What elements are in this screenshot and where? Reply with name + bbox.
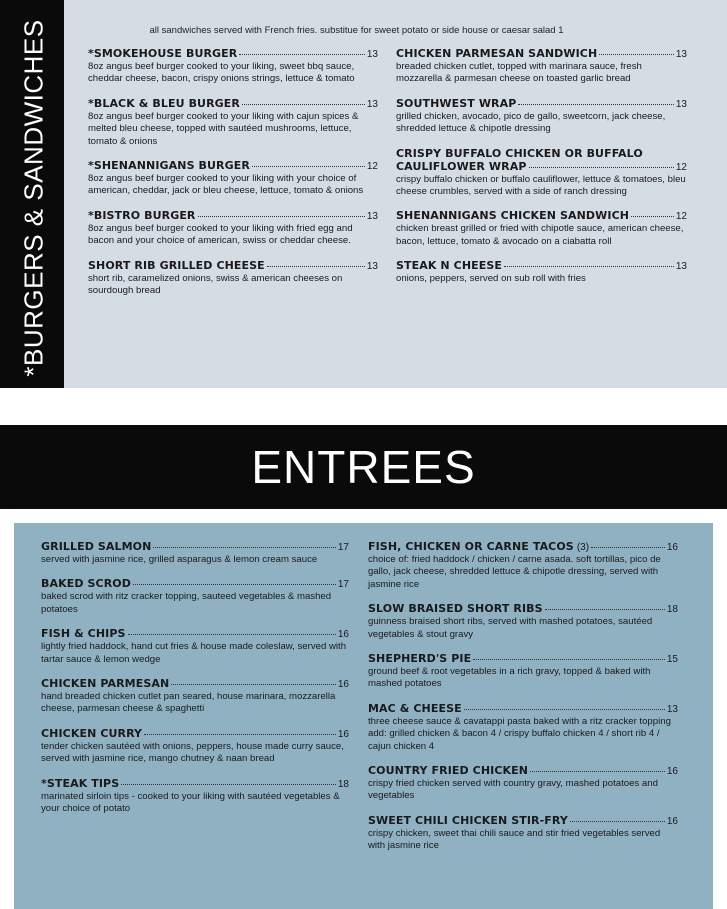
item-name-suffix: (3) [576, 542, 590, 553]
menu-item [368, 540, 678, 591]
sides-note: all sandwiches served with French fries. substitue for sweet potato or side house or caesar salad 1 [149, 25, 564, 36]
menu-item [88, 97, 378, 148]
item-name: CRISPY BUFFALO CHICKEN OR BUFFALO [396, 146, 643, 160]
item-price: 16 [337, 728, 349, 740]
menu-item [368, 652, 678, 691]
item-price: 15 [666, 654, 678, 666]
item-price: 17 [337, 579, 349, 591]
item-description: 8oz angus beef burger cooked to your liking with your choice of american, cheddar, jack or bleu cheese, lettuce, tomato & onions [88, 173, 364, 197]
item-price: 13 [675, 261, 687, 273]
item-name: *SHENANNIGANS BURGER [88, 159, 250, 173]
item-name: *BISTRO BURGER [88, 208, 196, 222]
burgers-left-column [88, 47, 378, 308]
item-price: 16 [666, 542, 678, 553]
item-name-line2: CAULIFLOWER WRAP [396, 159, 527, 173]
entrees-left-column [41, 540, 349, 826]
item-price: 16 [666, 766, 678, 778]
menu-item [88, 209, 378, 248]
menu-item [396, 147, 687, 199]
item-description: guinness braised short ribs, served with mashed potatoes, sautéed vegetables & stout gravy [368, 616, 653, 640]
item-price: 13 [666, 703, 678, 715]
item-name: SLOW BRAISED SHORT RIBS [368, 602, 543, 616]
item-description: onions, peppers, served on sub roll with fries [396, 273, 586, 285]
menu-item [368, 602, 678, 641]
menu-item [41, 627, 349, 666]
item-name: SOUTHWEST WRAP [396, 96, 517, 110]
item-price: 16 [337, 679, 349, 691]
menu-item [368, 702, 678, 753]
item-description: crispy chicken, sweet thai chili sauce and stir fried vegetables served with jasmine rice [368, 827, 661, 852]
item-name: MAC & CHEESE [368, 701, 462, 715]
item-name: SWEET CHILI CHICKEN STIR-FRY [368, 813, 568, 827]
item-price: 13 [366, 49, 378, 60]
item-description: grilled chicken, avocado, pico de gallo, sweetcorn, jack cheese, shredded lettuce & chipotle dressing [396, 110, 666, 135]
item-price: 18 [666, 604, 678, 616]
item-price: 13 [366, 210, 378, 222]
item-price: 12 [366, 161, 378, 173]
item-name: FISH & CHIPS [41, 627, 126, 641]
menu-item [41, 727, 349, 766]
item-description: choice of: fried haddock / chicken / carne asada. soft tortillas, pico de gallo, jack cheese, shredded lettuce & chipotle dressing, served with jasmine rice [368, 554, 661, 590]
item-price: 13 [366, 260, 378, 272]
item-name: CHICKEN CURRY [41, 726, 143, 740]
menu-item [368, 764, 678, 803]
item-description: breaded chicken cutlet, topped with marinara sauce, fresh mozzarella & parmesan cheese on toasted garlic bread [396, 61, 642, 85]
item-name: CHICKEN PARMESAN SANDWICH [396, 47, 598, 60]
item-description: three cheese sauce & cavatappi pasta baked with a ritz cracker topping add: grilled chicken & bacon 4 / crispy buffalo chicken 4 / short rib 4 / cajun chicken 4 [368, 715, 671, 752]
item-description: tender chicken sautéed with onions, peppers, house made curry sauce, served with jasmine rice, mango chutney & naan bread [41, 740, 344, 765]
item-description: marinated sirloin tips - cooked to your liking with sautéed vegetables & your choice of potato [41, 790, 340, 815]
item-name: *SMOKEHOUSE BURGER [88, 47, 238, 60]
menu-item [41, 540, 349, 566]
menu-item [88, 159, 378, 198]
menu-item [41, 577, 349, 616]
item-name: COUNTRY FRIED CHICKEN [368, 764, 529, 778]
item-description: baked scrod with ritz cracker topping, sauteed vegetables & mashed potatoes [41, 591, 332, 615]
item-description: hand breaded chicken cutlet pan seared, house marinara, mozzarella cheese, parmesan cheese & spaghetti [41, 691, 336, 715]
burgers-right-column [396, 47, 687, 297]
item-name: GRILLED SALMON [41, 540, 152, 553]
item-name: STEAK N CHEESE [396, 259, 502, 273]
item-description: lightly fried haddock, hand cut fries & house made coleslaw, served with tartar sauce & lemon wedge [41, 641, 347, 665]
item-price: 16 [337, 629, 349, 641]
item-price: 12 [675, 211, 687, 223]
item-price: 13 [675, 49, 687, 60]
menu-item [368, 814, 678, 853]
item-name: SHENANNIGANS CHICKEN SANDWICH [396, 209, 630, 223]
menu-item [88, 47, 378, 86]
item-description: 8oz angus beef burger cooked to your liking with fried egg and bacon and your choice of american, swiss or cheddar cheese. [88, 222, 353, 247]
item-price: 18 [337, 778, 349, 790]
item-description: crispy fried chicken served with country gravy, mashed potatoes and vegetables [368, 778, 658, 802]
burgers-section-title: *BURGERS & SANDWICHES [18, 19, 49, 377]
menu-item [41, 677, 349, 716]
item-price: 13 [366, 98, 378, 110]
entrees-title: ENTREES [251, 441, 476, 493]
item-price: 13 [675, 98, 687, 110]
item-name: BAKED SCROD [41, 577, 131, 591]
item-description: crispy buffalo chicken or buffalo cauliflower, lettuce & tomatoes, bleu cheese crumbles, served with a side of ranch dressing [396, 173, 686, 198]
item-description: chicken breast grilled or fried with chipotle sauce, american cheese, bacon, lettuce, tomato & avocado on a ciabatta roll [396, 223, 684, 247]
item-price: 17 [337, 542, 349, 553]
item-name: SHEPHERD'S PIE [368, 652, 472, 666]
item-name: SHORT RIB GRILLED CHEESE [88, 258, 265, 272]
item-name: CHICKEN PARMESAN [41, 677, 170, 691]
item-price: 16 [666, 815, 678, 827]
burgers-section [0, 0, 727, 388]
menu-item [396, 209, 687, 248]
item-description: short rib, caramelized onions, swiss & american cheeses on sourdough bread [88, 272, 343, 297]
item-name: *BLACK & BLEU BURGER [88, 96, 240, 110]
item-description: served with jasmine rice, grilled asparagus & lemon cream sauce [41, 554, 318, 565]
item-description: ground beef & root vegetables in a rich gravy, topped & baked with mashed potatoes [368, 666, 651, 690]
item-description: 8oz angus beef burger cooked to your liking, sweet bbq sauce, cheddar cheese, bacon, crispy onions strings, lettuce & tomato [88, 61, 355, 85]
menu-item [396, 47, 687, 86]
menu-item [396, 97, 687, 136]
menu-item [88, 259, 378, 298]
menu-item [41, 777, 349, 816]
entrees-right-column [368, 540, 678, 864]
item-price: 12 [675, 161, 687, 173]
item-name: *STEAK TIPS [41, 776, 120, 790]
menu-item [396, 259, 687, 285]
item-description: 8oz angus beef burger cooked to your liking with cajun spices & melted bleu cheese, topped with sautéed mushrooms, lettuce, tomato & onions [88, 110, 359, 147]
item-name: FISH, CHICKEN OR CARNE TACOS [368, 540, 574, 553]
